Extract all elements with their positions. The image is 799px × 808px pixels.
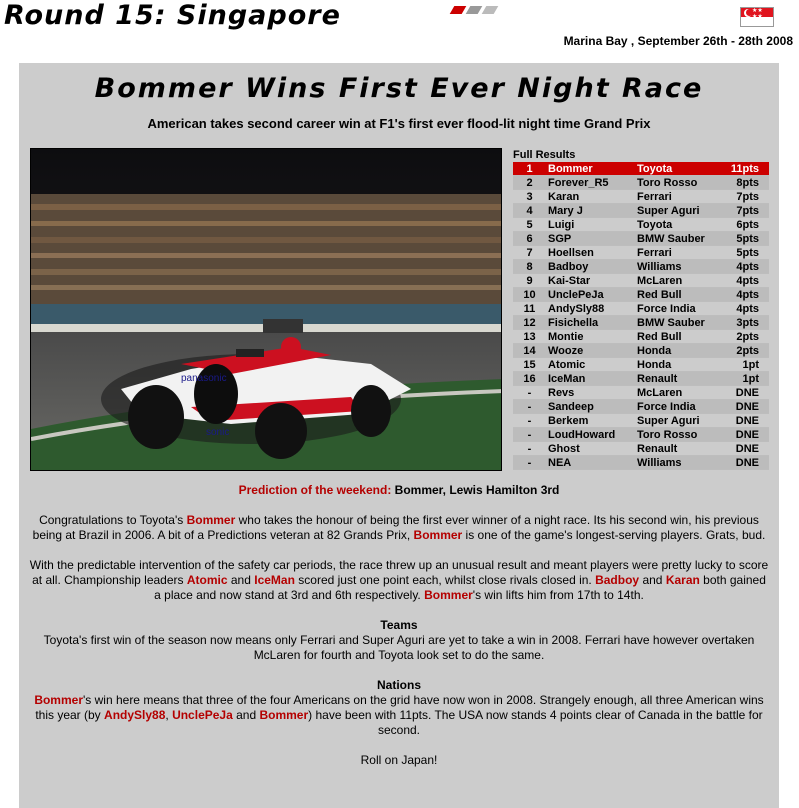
result-position: 5 [526, 219, 533, 231]
result-position: 7 [526, 247, 533, 259]
result-position: 2 [526, 177, 533, 189]
results-rows [513, 162, 769, 470]
result-points: 5pts [736, 233, 759, 245]
result-player: NEA [548, 457, 572, 469]
text-segment: With the predictable intervention of the safety car periods, the race threw up an unusual result and meant players were pretty lucky to score at all. Championship leaders [29, 558, 769, 587]
result-position: 16 [523, 373, 536, 385]
result-team: Force India [637, 401, 696, 413]
text-segment: both gained a place and now stand at 3rd and 6th respectively. [154, 573, 766, 602]
result-position: 6 [526, 233, 533, 245]
result-position: 13 [523, 331, 536, 343]
result-points: 6pts [736, 219, 759, 231]
article-paragraph-2 [29, 558, 769, 603]
player-name-highlight: Badboy [595, 573, 640, 587]
result-player: LoudHoward [548, 429, 616, 441]
prediction-text: Bommer, Lewis Hamilton 3rd [391, 483, 560, 497]
result-position: 10 [523, 289, 536, 301]
player-name-highlight: Bommer [34, 693, 83, 707]
results-row [513, 260, 769, 274]
text-segment: who takes the honour of being the first ever winner of a night race. Its his second win, his previous being at Brazil in 2006. A bit of a Predictions veteran at 82 Grands Prix, [32, 513, 759, 542]
result-points: 5pts [736, 247, 759, 259]
result-points: DNE [735, 429, 759, 441]
result-team: Ferrari [637, 247, 672, 259]
text-segment: 's win lifts him from 17th to 14th. [472, 588, 644, 602]
results-table [513, 148, 769, 470]
race-photo [30, 148, 502, 471]
result-player: Karan [548, 191, 580, 203]
teams-heading: Teams [380, 618, 418, 632]
text-segment: and [232, 708, 260, 722]
result-team: BMW Sauber [637, 317, 705, 329]
result-position: 4 [526, 205, 533, 217]
result-player: Berkem [548, 415, 589, 427]
results-row [513, 330, 769, 344]
result-team: Red Bull [637, 289, 682, 301]
round-title: Round 15: Singapore [4, 0, 341, 31]
closing-line: Roll on Japan! [360, 753, 438, 767]
result-position: 1 [526, 163, 533, 175]
results-row [513, 218, 769, 232]
svg-text:panasonic: panasonic [181, 373, 227, 384]
result-player: Fisichella [548, 317, 599, 329]
results-row [513, 302, 769, 316]
result-player: Badboy [548, 261, 589, 273]
results-row [513, 274, 769, 288]
result-player: Revs [548, 387, 575, 399]
player-name-highlight: Bommer [186, 513, 236, 527]
result-points: 4pts [736, 289, 759, 301]
result-points: 2pts [736, 345, 759, 357]
results-row [513, 372, 769, 386]
result-team: Honda [637, 345, 672, 357]
result-points: 7pts [736, 205, 759, 217]
result-points: 2pts [736, 331, 759, 343]
result-player: AndySly88 [548, 303, 605, 315]
result-position: 8 [526, 261, 533, 273]
text-segment: ) have been with 11pts. The USA now stands 4 points clear of Canada in the battle for second. [308, 708, 763, 737]
result-player: Bommer [548, 163, 593, 175]
player-name-highlight: IceMan [254, 573, 295, 587]
article-paragraph-1 [29, 513, 769, 543]
result-points: 11pts [730, 163, 759, 175]
results-row [513, 400, 769, 414]
result-team: McLaren [637, 387, 683, 399]
results-row [513, 176, 769, 190]
results-row [513, 288, 769, 302]
text-segment: Toyota's first win of the season now means only Ferrari and Super Aguri are yet to take a win in 2008. Ferrari have however overtaken McLaren for fourth and Toyota look set to do the same. [43, 633, 755, 662]
result-player: IceMan [548, 373, 586, 385]
result-points: 4pts [736, 275, 759, 287]
text-segment: and [639, 573, 666, 587]
results-row [513, 162, 769, 176]
player-name-highlight: Karan [665, 573, 700, 587]
result-team: Williams [637, 457, 682, 469]
text-segment: scored just one point each, whilst close rivals closed in. [294, 573, 596, 587]
article-body [19, 483, 779, 783]
result-team: Ferrari [637, 191, 672, 203]
result-team: Renault [637, 443, 678, 455]
result-points: DNE [735, 415, 759, 427]
result-position: - [527, 429, 532, 441]
result-position: - [527, 443, 532, 455]
result-position: 15 [523, 359, 536, 371]
result-team: Honda [637, 359, 672, 371]
result-position: 3 [526, 191, 533, 203]
result-player: SGP [548, 233, 572, 245]
result-player: Montie [548, 331, 584, 343]
result-player: Hoellsen [548, 247, 594, 259]
result-position: 14 [523, 345, 536, 357]
results-row [513, 246, 769, 260]
player-name-highlight: Bommer [259, 708, 309, 722]
result-points: 7pts [736, 191, 759, 203]
result-position: - [527, 457, 532, 469]
text-segment: Congratulations to Toyota's [39, 513, 187, 527]
result-points: DNE [735, 443, 759, 455]
result-team: Renault [637, 373, 678, 385]
player-name-highlight: Atomic [186, 573, 228, 587]
result-team: Toro Rosso [637, 429, 698, 441]
result-player: Wooze [548, 345, 584, 357]
result-player: Kai-Star [548, 275, 591, 287]
prediction-label: Prediction of the weekend: [238, 483, 392, 497]
result-team: Toyota [637, 219, 673, 231]
results-row [513, 190, 769, 204]
results-label: Full Results [513, 149, 576, 161]
article-panel [19, 63, 779, 808]
results-row [513, 358, 769, 372]
result-team: McLaren [637, 275, 683, 287]
result-team: Super Aguri [637, 415, 700, 427]
results-row [513, 232, 769, 246]
result-team: Williams [637, 261, 682, 273]
result-team: Red Bull [637, 331, 682, 343]
result-team: Toro Rosso [637, 177, 698, 189]
result-points: DNE [735, 401, 759, 413]
player-name-highlight: Bommer [413, 528, 463, 542]
result-points: 1pt [742, 373, 759, 385]
results-row [513, 428, 769, 442]
result-team: Super Aguri [637, 205, 700, 217]
text-segment: 's win here means that three of the four Americans on the grid have now won in 2008. Strangely enough, all three American wins this year (by [35, 693, 764, 722]
result-points: 4pts [736, 303, 759, 315]
result-position: - [527, 415, 532, 427]
player-name-highlight: AndySly88 [104, 708, 166, 722]
svg-text:sonic: sonic [206, 427, 230, 438]
result-points: 8pts [736, 177, 759, 189]
result-player: Mary J [548, 205, 583, 217]
result-player: Forever_R5 [548, 177, 609, 189]
headline: Bommer Wins First Ever Night Race [94, 73, 704, 104]
result-points: 1pt [742, 359, 759, 371]
text-segment: and [227, 573, 255, 587]
article-paragraph-4 [29, 693, 769, 738]
title-stripes [452, 6, 498, 14]
player-name-highlight: Bommer [424, 588, 473, 602]
nations-heading: Nations [376, 678, 421, 692]
result-points: 3pts [736, 317, 759, 329]
player-name-highlight: UnclePeJa [172, 708, 233, 722]
results-row [513, 414, 769, 428]
result-player: UnclePeJa [548, 289, 604, 301]
result-team: BMW Sauber [637, 233, 705, 245]
result-points: 4pts [736, 261, 759, 273]
result-player: Sandeep [548, 401, 594, 413]
results-row [513, 316, 769, 330]
results-row [513, 344, 769, 358]
results-row [513, 442, 769, 456]
result-team: Force India [637, 303, 696, 315]
results-row [513, 386, 769, 400]
results-row [513, 204, 769, 218]
result-position: 11 [523, 303, 536, 315]
article-paragraph-3 [29, 633, 769, 663]
text-segment: , [165, 708, 173, 722]
prediction-line [29, 483, 769, 498]
result-team: Toyota [637, 163, 673, 175]
result-player: Ghost [548, 443, 580, 455]
result-position: - [527, 387, 532, 399]
result-points: DNE [735, 457, 759, 469]
subheadline: American takes second career win at F1's first ever flood-lit night time Grand Prix [147, 116, 651, 131]
text-segment: is one of the game's longest-serving players. Grats, bud. [462, 528, 766, 542]
result-player: Atomic [548, 359, 586, 371]
result-player: Luigi [548, 219, 575, 231]
result-points: DNE [735, 387, 759, 399]
singapore-flag-icon: ★★ ★★ [740, 7, 774, 27]
venue-dates: Marina Bay , September 26th - 28th 2008 [563, 34, 793, 48]
results-row [513, 456, 769, 470]
result-position: - [527, 401, 532, 413]
result-position: 12 [523, 317, 536, 329]
result-position: 9 [526, 275, 533, 287]
